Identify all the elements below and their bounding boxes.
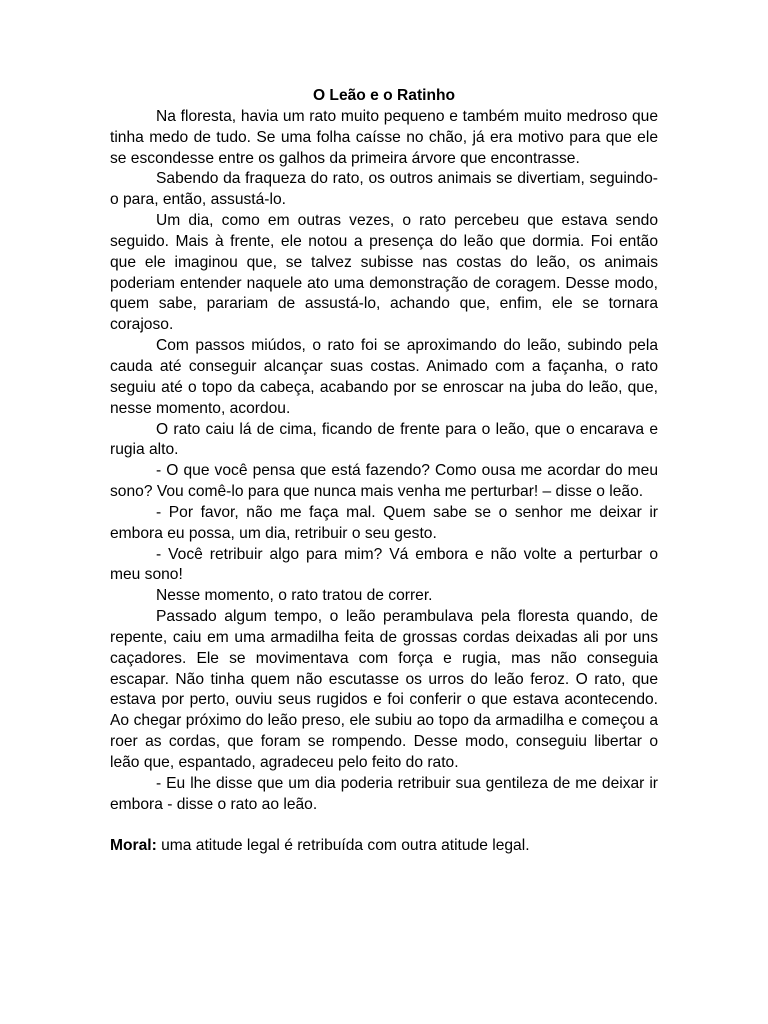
paragraph-3: Um dia, como em outras vezes, o rato percebeu que estava sendo seguido. Mais à frente, ele notou a presença do leão que dormia. Foi então que ele imaginou que, se talvez subisse nas costas do leão, os animais poderiam entender naquele ato uma demonstração de coragem. Desse modo, quem sabe, parariam de assustá-lo, achando que, enfim, ele se tornara corajoso. bbox=[110, 212, 658, 334]
paragraph-7: - Por favor, não me faça mal. Quem sabe se o senhor me deixar ir embora eu possa, um dia, retribuir o seu gesto. bbox=[110, 503, 658, 542]
document-page bbox=[110, 86, 658, 856]
paragraph-11: - Eu lhe disse que um dia poderia retribuir sua gentileza de me deixar ir embora - disse o rato ao leão. bbox=[110, 774, 658, 813]
paragraph-9: Nesse momento, o rato tratou de correr. bbox=[156, 587, 433, 605]
moral-statement bbox=[110, 836, 658, 857]
paragraph-4: Com passos miúdos, o rato foi se aproximando do leão, subindo pela cauda até conseguir alcançar suas costas. Animado com a façanha, o rato seguiu até o topo da cabeça, acabando por se enroscar na juba do leão, que, nesse momento, acordou. bbox=[110, 337, 658, 417]
moral-text: uma atitude legal é retribuída com outra atitude legal. bbox=[156, 836, 530, 854]
paragraph-1: Na floresta, havia um rato muito pequeno e também muito medroso que tinha medo de tudo. Se uma folha caísse no chão, já era motivo para que ele se escondesse entre os galhos da primeira árvore que encontrasse. bbox=[110, 107, 658, 167]
paragraph-6: - O que você pensa que está fazendo? Como ousa me acordar do meu sono? Vou comê-lo para que nunca mais venha me perturbar! – disse o leão. bbox=[110, 462, 658, 501]
paragraph-5: O rato caiu lá de cima, ficando de frente para o leão, que o encarava e rugia alto. bbox=[110, 420, 658, 459]
paragraph-2: Sabendo da fraqueza do rato, os outros animais se divertiam, seguindo-o para, então, assustá-lo. bbox=[110, 170, 658, 209]
moral-label: Moral: bbox=[110, 836, 157, 854]
document-title: O Leão e o Ratinho bbox=[312, 87, 456, 104]
paragraph-10: Passado algum tempo, o leão perambulava pela floresta quando, de repente, caiu em uma armadilha feita de grossas cordas deixadas ali por uns caçadores. Ele se movimentava com força e rugia, mas não conseguia escapar. Não tinha quem não escutasse os urros do leão feroz. O rato, que estava por perto, ouviu seus rugidos e foi conferir o que estava acontecendo. Ao chegar próximo do leão preso, ele subiu ao topo da armadilha e começou a roer as cordas, que foram se rompendo. Desse modo, conseguiu libertar o leão que, espantado, agradeceu pelo feito do rato. bbox=[110, 608, 658, 771]
paragraph-8: - Você retribuir algo para mim? Vá embora e não volte a perturbar o meu sono! bbox=[110, 545, 658, 584]
